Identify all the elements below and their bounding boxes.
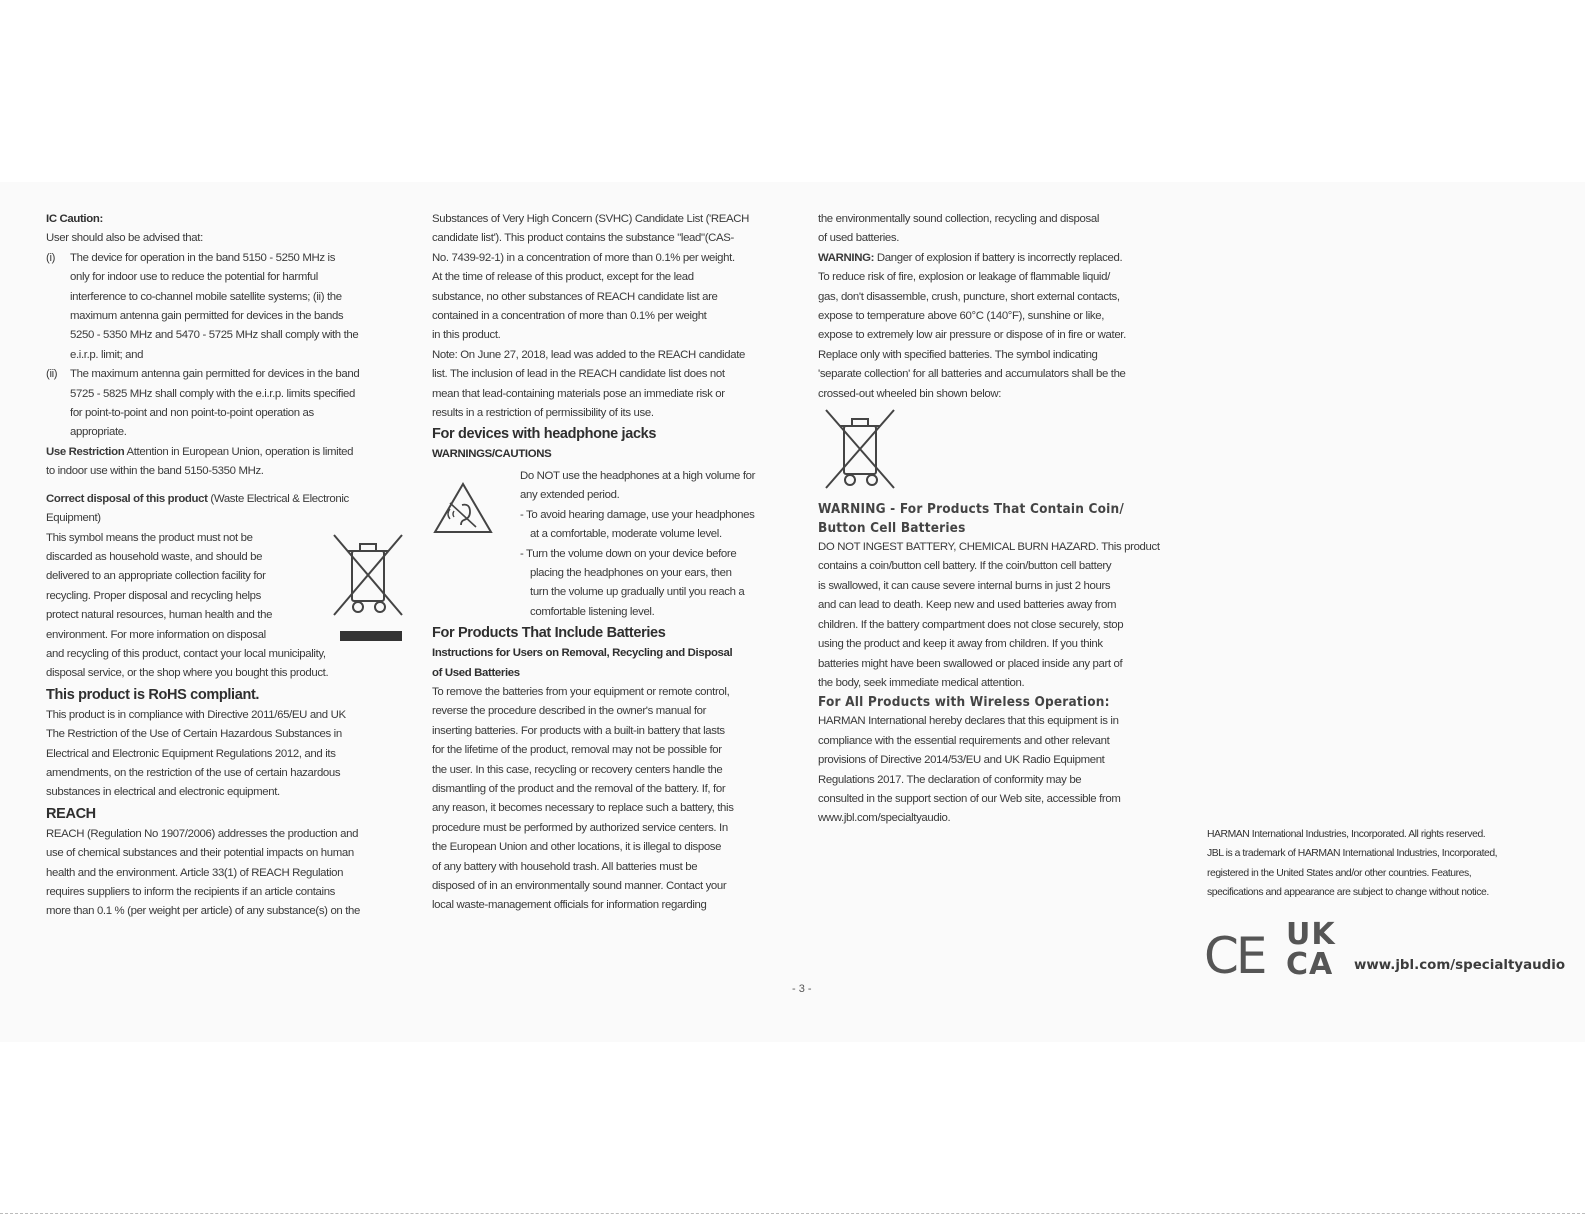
battery-warning-line xyxy=(818,249,1172,268)
ic-item-line: The device for operation in the band 5150 - 5250 MHz is xyxy=(70,251,336,264)
instructions-line: inserting batteries. For products with a built-in battery that lasts xyxy=(432,724,725,737)
coin-battery-heading-line2: Button Cell Batteries xyxy=(818,520,966,537)
instructions-line: the European Union and other locations, it is illegal to dispose xyxy=(432,841,722,854)
warning-bullet-line: at a comfortable, moderate volume level. xyxy=(530,528,722,541)
ic-item-number: (i) xyxy=(46,251,56,264)
wireless-line: provisions of Directive 2014/53/EU and UK Radio Equipment xyxy=(818,754,1105,767)
ic-caution-intro: User should also be advised that: xyxy=(46,232,203,245)
ic-item-line: only for indoor use to reduce the potential for harmful xyxy=(70,271,318,284)
use-restriction-line xyxy=(46,443,406,462)
svhc-line: in this product. xyxy=(432,329,501,342)
env-line: of used batteries. xyxy=(818,232,900,245)
coin-line: using the product and keep it away from children. If you think xyxy=(818,638,1103,651)
rohs-line: amendments, on the restriction of the use of certain hazardous xyxy=(46,766,341,779)
legal-notice xyxy=(1207,825,1577,903)
website-url: www.jbl.com/specialtyaudio xyxy=(1354,958,1566,973)
instructions-line: for the lifetime of the product, removal may not be possible for xyxy=(432,744,722,757)
weee-crossed-bin-icon xyxy=(822,408,898,492)
coin-line: children. If the battery compartment does not close securely, stop xyxy=(818,618,1124,631)
coin-line: the body, seek immediate medical attention. xyxy=(818,676,1025,689)
svhc-line: Substances of Very High Concern (SVHC) Candidate List ('REACH xyxy=(432,213,749,225)
batteries-heading: For Products That Include Batteries xyxy=(432,625,666,642)
ic-caution-heading: IC Caution: xyxy=(46,213,103,225)
disposal-line: delivered to an appropriate collection facility for xyxy=(46,570,266,583)
warning-bullet-line: - Turn the volume down on your device before xyxy=(520,547,737,560)
legal-line: HARMAN International Industries, Incorporated. All rights reserved. xyxy=(1207,829,1486,840)
ukca-top: UK xyxy=(1286,917,1336,952)
svhc-line: At the time of release of this product, except for the lead xyxy=(432,271,694,284)
svhc-line: results in a restriction of permissibility of its use. xyxy=(432,407,654,420)
disposal-block xyxy=(46,529,406,684)
disposal-label-rest: (Waste Electrical & Electronic xyxy=(207,492,349,505)
svhc-line: substance, no other substances of REACH candidate list are xyxy=(432,290,718,303)
instructions-line: local waste-management officials for information regarding xyxy=(432,899,707,912)
column-2 xyxy=(432,210,784,916)
instructions-line: the user. In this case, recycling or recovery centers handle the xyxy=(432,763,723,776)
disposal-line: disposal service, or the shop where you bought this product. xyxy=(46,667,329,680)
rohs-line: Electrical and Electronic Equipment Regulations 2012, and its xyxy=(46,747,336,760)
wireless-line: HARMAN International hereby declares that this equipment is in xyxy=(818,715,1119,728)
use-restriction-text: Attention in European Union, operation is limited xyxy=(124,445,354,458)
disposal-line: protect natural resources, human health and the xyxy=(46,609,273,622)
instructions-line: To remove the batteries from your equipment or remote control, xyxy=(432,685,730,698)
disposal-label: Correct disposal of this product xyxy=(46,492,208,505)
page-number: - 3 - xyxy=(792,983,812,995)
reach-line: requires suppliers to inform the recipients if an article contains xyxy=(46,886,336,898)
wireless-line: Regulations 2017. The declaration of conformity may be xyxy=(818,773,1082,786)
disposal-line: discarded as household waste, and should be xyxy=(46,550,263,563)
svhc-line: Note: On June 27, 2018, lead was added to the REACH candidate xyxy=(432,348,745,361)
headphone-warning-block xyxy=(432,467,784,622)
rohs-line: This product is in compliance with Directive 2011/65/EU and UK xyxy=(46,708,346,721)
certification-marks xyxy=(1204,916,1584,988)
disposal-line: and recycling of this product, contact your local municipality, xyxy=(46,647,326,660)
disposal-line: environment. For more information on disposal xyxy=(46,628,266,641)
instructions-line: disposed of in an environmentally sound manner. Contact your xyxy=(432,880,727,892)
ic-item-line: interference to co-channel mobile satellite systems; (ii) the xyxy=(70,290,342,303)
warning-line: 'separate collection' for all batteries and accumulators shall be the xyxy=(818,368,1126,381)
rohs-line: substances in electrical and electronic equipment. xyxy=(46,786,280,799)
wireless-line: compliance with the essential requirements and other relevant xyxy=(818,734,1110,747)
coin-line: DO NOT INGEST BATTERY, CHEMICAL BURN HAZARD. This product xyxy=(818,541,1160,554)
coin-line: batteries might have been swallowed or placed inside any part of xyxy=(818,657,1123,670)
reach-line: REACH (Regulation No 1907/2006) addresses the production and xyxy=(46,827,359,840)
column-3 xyxy=(818,210,1172,829)
warning-line: To reduce risk of fire, explosion or leakage of flammable liquid/ xyxy=(818,271,1110,284)
wireless-heading: For All Products with Wireless Operation: xyxy=(818,694,1110,711)
instructions-line: reverse the procedure described in the owner's manual for xyxy=(432,705,707,718)
ic-item-line: for point-to-point and non point-to-point operation as xyxy=(70,407,314,420)
disposal-label-line2: Equipment) xyxy=(46,512,101,525)
ic-item-line: maximum antenna gain permitted for devices in the bands xyxy=(70,310,344,323)
coin-line: contains a coin/button cell battery. If the coin/button cell battery xyxy=(818,560,1112,573)
instructions-line: dismantling of the product and the removal of the battery. If, for xyxy=(432,782,726,795)
weee-crossed-bin-icon xyxy=(330,533,406,643)
warning-bullet-line: - To avoid hearing damage, use your headphones xyxy=(520,508,755,521)
coin-line: is swallowed, it can cause severe internal burns in just 2 hours xyxy=(818,579,1111,592)
ic-item-line: appropriate. xyxy=(70,426,127,439)
use-restriction-label: Use Restriction xyxy=(46,445,125,458)
instructions-heading-line2: of Used Batteries xyxy=(432,666,520,679)
legal-line: JBL is a trademark of HARMAN International Industries, Incorporated, xyxy=(1207,848,1498,860)
ukca-bottom: CA xyxy=(1286,947,1334,982)
svhc-line: list. The inclusion of lead in the REACH candidate list does not xyxy=(432,368,725,381)
warning-bullet-line: turn the volume up gradually until you reach a xyxy=(530,586,745,599)
warning-bullet-line: placing the headphones on your ears, then xyxy=(530,566,732,579)
reach-heading: REACH xyxy=(46,805,96,822)
instructions-line: of any battery with household trash. All batteries must be xyxy=(432,860,698,873)
legal-line: specifications and appearance are subject to change without notice. xyxy=(1207,887,1489,899)
svhc-line: contained in a concentration of more than 0.1% per weight xyxy=(432,310,707,323)
env-line: the environmentally sound collection, recycling and disposal xyxy=(818,213,1100,225)
instructions-line: procedure must be performed by authorized service centers. In xyxy=(432,821,728,834)
wireless-line: consulted in the support section of our Web site, accessible from xyxy=(818,792,1121,805)
headphone-warning-text xyxy=(520,467,784,622)
reach-line: health and the environment. Article 33(1) of REACH Regulation xyxy=(46,866,344,879)
warning-line: crossed-out wheeled bin shown below: xyxy=(818,387,1002,400)
use-restriction-text: to indoor use within the band 5150-5350 MHz. xyxy=(46,465,264,478)
warning-line: expose to temperature above 60°C (140°F), sunshine or like, xyxy=(818,310,1105,323)
disposal-line: This symbol means the product must not be xyxy=(46,531,253,544)
warning-line: gas, don't disassemble, crush, puncture, short external contacts, xyxy=(818,290,1120,303)
coin-line: and can lead to death. Keep new and used batteries away from xyxy=(818,599,1117,612)
ic-item-line: 5725 - 5825 MHz shall comply with the e.i.r.p. limits specified xyxy=(70,387,355,400)
coin-battery-heading: WARNING - For Products That Contain Coin/ xyxy=(818,501,1125,518)
ce-mark: CE xyxy=(1204,927,1265,985)
warning-bullet-line: comfortable listening level. xyxy=(530,605,655,618)
svhc-line: No. 7439-92-1) in a concentration of more than 0.1% per weight. xyxy=(432,251,735,264)
instructions-heading: Instructions for Users on Removal, Recycling and Disposal xyxy=(432,647,733,660)
ic-item-1 xyxy=(46,249,406,365)
column-1 xyxy=(46,210,406,922)
ic-item-number: (ii) xyxy=(46,368,58,381)
headphone-heading: For devices with headphone jacks xyxy=(432,426,657,443)
ukca-mark xyxy=(1286,917,1350,982)
disposal-heading xyxy=(46,490,406,509)
warnings-cautions-label: WARNINGS/CAUTIONS xyxy=(432,448,552,461)
disposal-line: recycling. Proper disposal and recycling helps xyxy=(46,589,261,602)
scan-edge-line xyxy=(0,1213,1585,1214)
rohs-line: The Restriction of the Use of Certain Hazardous Substances in xyxy=(46,728,342,741)
legal-line: registered in the United States and/or other countries. Features, xyxy=(1207,867,1472,879)
battery-bin-symbol-wrap xyxy=(818,404,1172,500)
ic-item-2 xyxy=(46,365,406,443)
warning-line: Replace only with specified batteries. The symbol indicating xyxy=(818,348,1098,361)
rohs-heading: This product is RoHS compliant. xyxy=(46,686,260,703)
instructions-line: any reason, it becomes necessary to replace such a battery, this xyxy=(432,802,734,815)
warning-text: Danger of explosion if battery is incorrectly replaced. xyxy=(874,251,1123,264)
reach-line: use of chemical substances and their potential impacts on human xyxy=(46,847,354,860)
ic-item-line: e.i.r.p. limit; and xyxy=(70,348,144,361)
hearing-warning-icon xyxy=(432,481,494,535)
svhc-line: candidate list'). This product contains the substance "lead"(CAS- xyxy=(432,232,734,245)
ic-item-line: 5250 - 5350 MHz and 5470 - 5725 MHz shall comply with the xyxy=(70,329,359,342)
warning-line: Do NOT use the headphones at a high volume for xyxy=(520,469,756,482)
ic-item-line: The maximum antenna gain permitted for devices in the band xyxy=(70,368,360,381)
reach-line: more than 0.1 % (per weight per article) of any substance(s) on the xyxy=(46,905,361,918)
warning-line: any extended period. xyxy=(520,489,620,502)
warning-line: expose to extremely low air pressure or dispose of in fire or water. xyxy=(818,329,1126,342)
warning-label: WARNING: xyxy=(818,251,875,264)
hearing-warning-icon-wrap xyxy=(432,467,520,622)
wireless-line: www.jbl.com/specialtyaudio. xyxy=(818,812,951,825)
svhc-line: mean that lead-containing materials pose an immediate risk or xyxy=(432,387,725,400)
